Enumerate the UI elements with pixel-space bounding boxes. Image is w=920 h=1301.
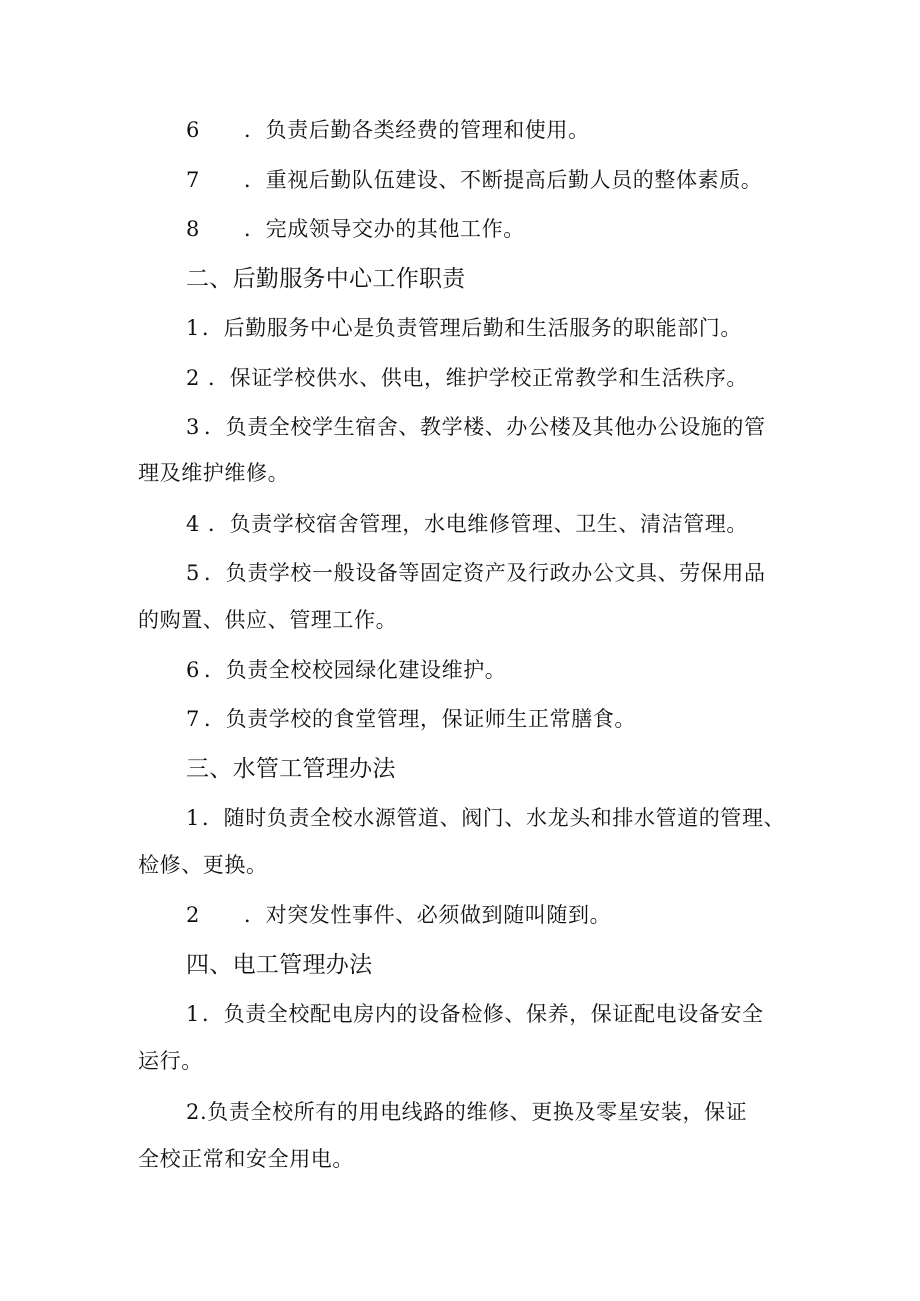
item-number: 6 [186,658,200,682]
item-number: 2 [186,1100,200,1124]
section-heading: 二、后勤服务中心工作职责 [186,266,466,292]
item-text: ．负责全校学生宿舍、教学楼、办公楼及其他办公设施的管 [204,415,766,439]
list-item [186,803,785,833]
item-number: 6 [186,118,200,142]
item-text: ．负责学校的食堂管理，保证师生正常膳食。 [204,707,636,731]
list-item [186,999,764,1029]
list-item [186,655,506,685]
item-number: 8 [186,217,200,241]
list-item [186,509,748,539]
item-text: ．随时负责全校水源管道、阀门、水龙头和排水管道的管理、 [202,806,786,830]
list-item [186,1097,747,1127]
item-number: 1 [186,316,200,340]
item-text: ．后勤服务中心是负责管理后勤和生活服务的职能部门。 [202,316,742,340]
item-number: 5 [186,561,200,585]
item-text: ．保证学校供水、供电，维护学校正常教学和生活秩序。 [208,366,748,390]
list-item [186,900,611,930]
item-number: 7 [186,168,200,192]
item-text: ．完成领导交办的其他工作。 [244,217,525,241]
list-item-continuation: 检修、更换。 [138,853,268,877]
list-item-continuation: 理及维护维修。 [138,461,290,485]
item-number: 1 [186,1002,200,1026]
item-text: ．对突发性事件、必须做到随叫随到。 [244,903,612,927]
item-text: ．负责后勤各类经费的管理和使用。 [244,118,590,142]
item-text: ．重视后勤队伍建设、不断提高后勤人员的整体素质。 [244,168,763,192]
list-item-continuation: 的购置、供应、管理工作。 [138,608,398,632]
item-number: 4 [186,512,200,536]
list-item-continuation: 全校正常和安全用电。 [138,1147,354,1171]
section-heading: 四、电工管理办法 [186,952,373,978]
list-item-continuation: 运行。 [138,1049,203,1073]
list-item [186,115,590,145]
item-number: 3 [186,415,200,439]
item-text: .负责全校所有的用电线路的维修、更换及零星安装，保证 [200,1100,748,1124]
list-item [186,214,525,244]
item-number: 2 [186,903,200,927]
item-number: 1 [186,806,200,830]
item-text: ．负责学校一般设备等固定资产及行政办公文具、劳保用品 [204,561,766,585]
item-text: ．负责学校宿舍管理，水电维修管理、卫生、清洁管理。 [208,512,748,536]
list-item [186,363,748,393]
item-number: 7 [186,707,200,731]
list-item [186,704,636,734]
section-heading: 三、水管工管理办法 [186,756,396,782]
item-number: 2 [186,366,200,390]
list-item [186,412,766,442]
item-text: ．负责全校配电房内的设备检修、保养，保证配电设备安全 [202,1002,764,1026]
list-item [186,165,762,195]
list-item [186,558,766,588]
item-text: ．负责全校校园绿化建设维护。 [204,658,507,682]
list-item [186,313,742,343]
